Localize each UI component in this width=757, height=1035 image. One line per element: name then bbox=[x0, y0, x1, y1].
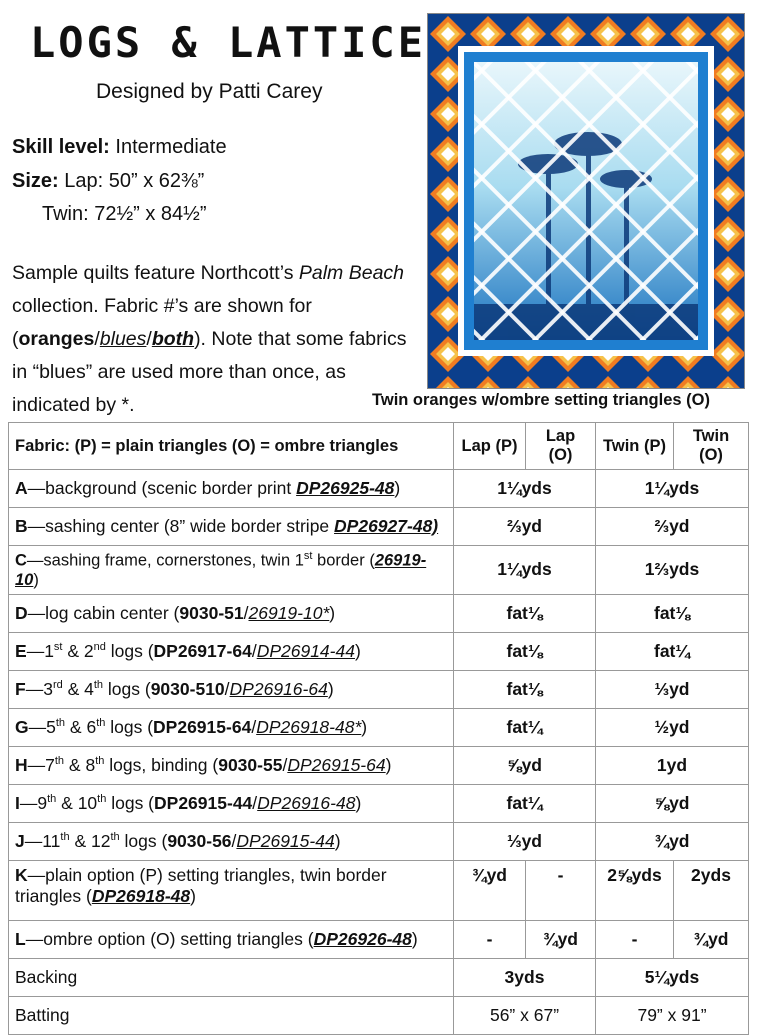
collection-description bbox=[12, 257, 422, 422]
skill-level bbox=[12, 136, 227, 159]
lap-o-amount: - bbox=[526, 860, 596, 920]
table-row bbox=[9, 920, 749, 958]
twin-amount: fat⅛ bbox=[596, 594, 749, 632]
designer-credit: Designed by Patti Carey bbox=[96, 80, 323, 103]
header-fabric: Fabric: (P) = plain triangles (O) = ombre triangles bbox=[9, 423, 454, 470]
lap-amount: fat⅛ bbox=[454, 594, 596, 632]
twin-amount: 1yd bbox=[596, 746, 749, 784]
twin-amount: 1⅔yds bbox=[596, 546, 749, 595]
table-row bbox=[9, 508, 749, 546]
size-twin: Twin: 72½” x 84½” bbox=[42, 203, 207, 225]
fabric-g: G—5th & 6th logs (DP26915-64/DP26918-48*) bbox=[9, 708, 454, 746]
lap-o-amount: ¾yd bbox=[526, 920, 596, 958]
desc-text: ). Note that some fabrics in “blues” are used more than once, as indicated by *. bbox=[12, 328, 407, 416]
lap-amount: fat¼ bbox=[454, 784, 596, 822]
lap-amount: fat⅛ bbox=[454, 670, 596, 708]
collection-name: Palm Beach bbox=[298, 262, 405, 284]
desc-text: Sample quilts feature Northcott’s bbox=[12, 262, 299, 284]
oranges-legend: oranges bbox=[18, 328, 95, 350]
quilt-photo bbox=[427, 13, 745, 389]
twin-amount: 1¼yds bbox=[596, 470, 749, 508]
table-row bbox=[9, 996, 749, 1034]
lap-amount: ⅝yd bbox=[454, 746, 596, 784]
header-lap-p: Lap (P) bbox=[454, 423, 526, 470]
skill-label: Skill level: bbox=[12, 136, 110, 158]
size-lap bbox=[12, 170, 204, 193]
lap-amount: ⅔yd bbox=[454, 508, 596, 546]
lattice-sashing bbox=[474, 62, 698, 340]
fabric-i: I—9th & 10th logs (DP26915-44/DP26916-48) bbox=[9, 784, 454, 822]
skill-value: Intermediate bbox=[115, 136, 227, 158]
twin-o-amount: 2yds bbox=[674, 860, 749, 920]
lap-p-amount: ¾yd bbox=[454, 860, 526, 920]
backing-label: Backing bbox=[9, 958, 454, 996]
twin-amount: ¾yd bbox=[596, 822, 749, 860]
twin-amount: ⅔yd bbox=[596, 508, 749, 546]
fabric-h: H—7th & 8th logs, binding (9030-55/DP26915-64) bbox=[9, 746, 454, 784]
table-row bbox=[9, 746, 749, 784]
table-row bbox=[9, 670, 749, 708]
fabric-j: J—11th & 12th logs (9030-56/DP26915-44) bbox=[9, 822, 454, 860]
fabric-k: K—plain option (P) setting triangles, twin border triangles (DP26918-48) bbox=[9, 860, 454, 920]
header-twin-p: Twin (P) bbox=[596, 423, 674, 470]
page-title: LOGS & LATTICE bbox=[30, 18, 427, 67]
desc-text: collection. Fabric #’s are shown for ( bbox=[12, 295, 312, 350]
lap-p-amount: - bbox=[454, 920, 526, 958]
fabric-e: E—1st & 2nd logs (DP26917-64/DP26914-44) bbox=[9, 632, 454, 670]
header-twin-o: Twin (O) bbox=[674, 423, 749, 470]
both-legend: both bbox=[151, 328, 195, 350]
table-row bbox=[9, 546, 749, 595]
twin-o-amount: ¾yd bbox=[674, 920, 749, 958]
fabric-a: A—background (scenic border print DP26925-48) bbox=[9, 470, 454, 508]
fabric-requirements-table bbox=[8, 422, 749, 1035]
desc-text: / bbox=[94, 328, 100, 350]
table-header-row bbox=[9, 423, 749, 470]
batting-label: Batting bbox=[9, 996, 454, 1034]
fabric-c: C—sashing frame, cornerstones, twin 1st border (26919-10) bbox=[9, 546, 454, 595]
lap-amount: 56” x 67” bbox=[454, 996, 596, 1034]
lap-amount: ⅓yd bbox=[454, 822, 596, 860]
fabric-f: F—3rd & 4th logs (9030-510/DP26916-64) bbox=[9, 670, 454, 708]
table-row bbox=[9, 594, 749, 632]
twin-amount: fat¼ bbox=[596, 632, 749, 670]
table-row bbox=[9, 632, 749, 670]
fabric-b: B—sashing center (8” wide border stripe DP26927-48) bbox=[9, 508, 454, 546]
twin-amount: ½yd bbox=[596, 708, 749, 746]
desc-text: / bbox=[146, 328, 152, 350]
twin-amount: 79” x 91” bbox=[596, 996, 749, 1034]
blues-legend: blues bbox=[99, 328, 147, 350]
twin-amount: ⅝yd bbox=[596, 784, 749, 822]
table-row bbox=[9, 822, 749, 860]
table-row bbox=[9, 784, 749, 822]
lap-amount: 1¼yds bbox=[454, 546, 596, 595]
table-row bbox=[9, 860, 749, 920]
twin-p-amount: - bbox=[596, 920, 674, 958]
lap-amount: fat⅛ bbox=[454, 632, 596, 670]
image-caption: Twin oranges w/ombre setting triangles (O) bbox=[372, 391, 710, 409]
fabric-l: L—ombre option (O) setting triangles (DP26926-48) bbox=[9, 920, 454, 958]
twin-amount: ⅓yd bbox=[596, 670, 749, 708]
table-row bbox=[9, 470, 749, 508]
fabric-d: D—log cabin center (9030-51/26919-10*) bbox=[9, 594, 454, 632]
table-row bbox=[9, 708, 749, 746]
header-lap-o: Lap (O) bbox=[526, 423, 596, 470]
size-label: Size: bbox=[12, 170, 59, 192]
twin-p-amount: 2⅝yds bbox=[596, 860, 674, 920]
lap-size: Lap: 50” x 62⅜” bbox=[64, 170, 205, 192]
table-row bbox=[9, 958, 749, 996]
lap-amount: 1¼yds bbox=[454, 470, 596, 508]
twin-amount: 5¼yds bbox=[596, 958, 749, 996]
lap-amount: 3yds bbox=[454, 958, 596, 996]
lap-amount: fat¼ bbox=[454, 708, 596, 746]
